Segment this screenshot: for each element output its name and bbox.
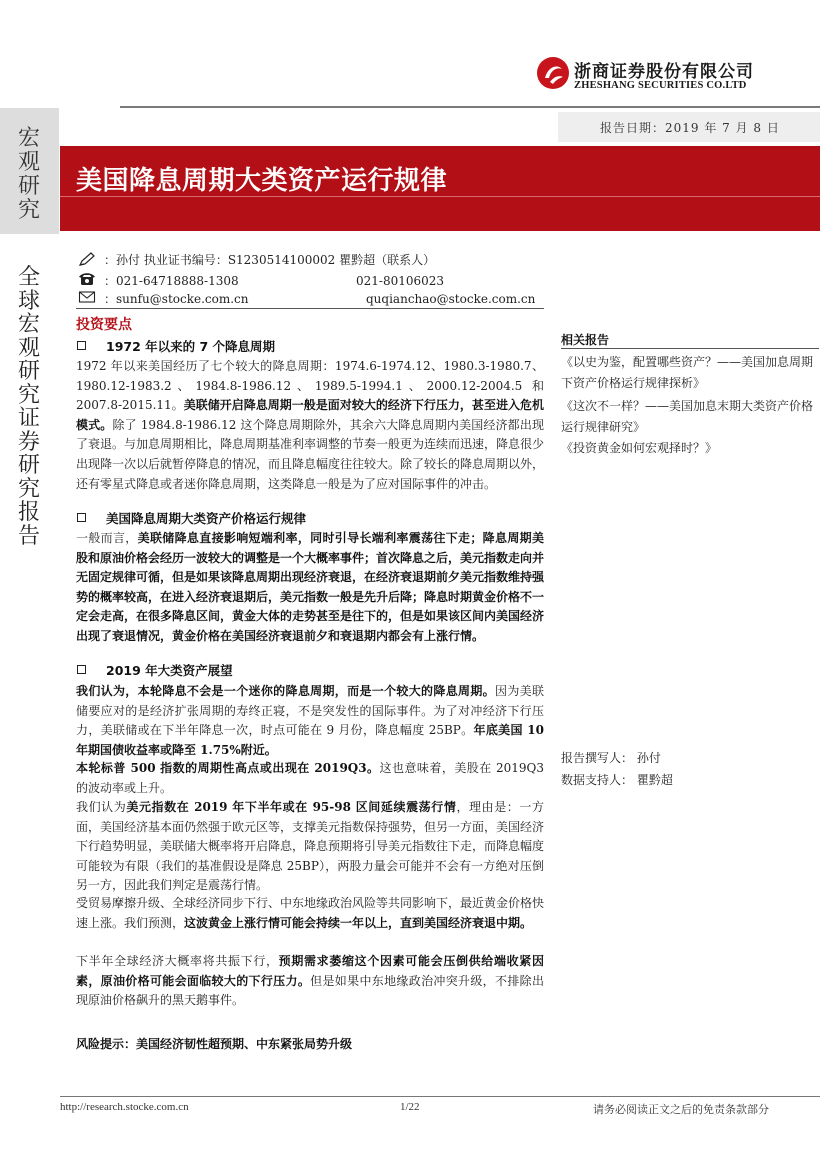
company-name-en: ZHESHANG SECURITIES CO.LTD <box>574 80 747 91</box>
page-title: 美国降息周期大类资产运行规律 <box>76 166 448 196</box>
section-1-paragraph: 1972 年以来美国经历了七个较大的降息周期：1974.6-1974.12、1980.3-1980.7、1980.12-1983.2、1984.8-1986.12、1989.5-1994.1、2000.12-2004.5 和 2007.8-2015.11。美联储开启降息周期一般是面对较大的经济下行压力，甚至进入危机模式。除了 1984.8-1986.12 这个降息周期除外，其余六大降息周期内美国经济都出现了衰退。与加息周期相比，降息周期基准利率调整的节奏一般更为连续而迅速，降息很少出现降一次以后就暂停降息的情况，而且降息幅度往往较大。除了较长的降息周期以外，还有零星式降息或者迷你降息周期，这类降息一般是为了应对国际事件的冲击。 <box>76 359 545 491</box>
header-rule <box>120 106 820 108</box>
author-line: ：孙付 执业证书编号：S1230514100002 瞿黔超（联系人） <box>104 253 436 267</box>
mail-icon <box>78 290 96 304</box>
section-3-paragraph-2: 本轮标普 500 指数的周期性高点或出现在 2019Q3。这也意味着，美股在 2019Q3 的波动率或上升。 <box>76 761 544 795</box>
author-phone-2: 021-80106023 <box>356 274 445 288</box>
footer-disclaimer: 请务必阅读正文之后的免责条款部分 <box>593 1103 769 1116</box>
section-2-paragraph: 一般而言，美联储降息直接影响短端利率，同时引导长端利率震荡往下走；降息周期美股和原油价格会经历一波较大的调整是一个大概率事件；首次降息之后，美元指数走向并无固定规律可循，但是如果该降息周期出现经济衰退，在经济衰退期前夕美元指数维持强势的概率较高，在进入经济衰退期后，美元指数一般是先升后降；降息时期黄金价格不一定会走高，在很多降息区间，黄金大体的走势甚至是往下的，但是如果该区间内美国经济出现了衰退情况，黄金价格在美国经济衰退前夕和衰退期内都会有上涨行情。 <box>76 531 545 643</box>
data-support: 数据支持人： 瞿黔超 <box>561 773 673 787</box>
footer-rule <box>60 1096 820 1097</box>
author-email-2[interactable]: quqianchao@stocke.com.cn <box>366 292 536 306</box>
bullet-box-icon <box>77 665 86 674</box>
bullet-box-icon <box>77 513 86 522</box>
related-reports-heading: 相关报告 <box>561 333 610 347</box>
related-report-item[interactable]: 《以史为鉴，配置哪些资产？——美国加息周期下资产价格运行规律探析》 <box>561 355 814 390</box>
company-logo-icon <box>536 56 570 90</box>
phone-icon <box>78 272 96 286</box>
risk-warning: 风险提示：美国经济韧性超预期、中东紧张局势升级 <box>76 1037 353 1051</box>
section-2-heading: 美国降息周期大类资产价格运行规律 <box>106 511 307 526</box>
report-writer: 报告撰写人： 孙付 <box>561 751 661 765</box>
section-1-heading: 1972 年以来的 7 个降息周期 <box>106 339 276 354</box>
bullet-box-icon <box>77 341 86 350</box>
section-3-paragraph-4: 受贸易摩擦升级、全球经济同步下行、中东地缘政治风险等共同影响下，最近黄金价格快速上涨。我们预测，这波黄金上涨行情可能会持续一年以上，直到美国经济衰退中期。 <box>76 896 545 930</box>
section-title: 投资要点 <box>76 317 132 333</box>
section-3-paragraph-1: 我们认为，本轮降息不会是一个迷你的降息周期，而是一个较大的降息周期。因为美联储要应对的是经济扩张周期的寿终正寝，不是突发性的国际事件。为了对冲经济下行压力，美联储或在下半年降息一次，时点可能在 9 月份，降息幅度 25BP。年底美国 10 年期国债收益率或降至 1.75%附近。 <box>76 684 544 757</box>
page-number: 1/22 <box>400 1101 420 1113</box>
author-phone-1: ：021-64718888-1308 <box>104 274 239 288</box>
related-report-item[interactable]: 《投资黄金如何宏观择时？》 <box>561 441 718 455</box>
authors-rule <box>76 308 544 309</box>
sidebar-category: 宏观研究 <box>17 126 40 223</box>
section-3-paragraph-5: 下半年全球经济大概率将共振下行，预期需求萎缩这个因素可能会压倒供给端收紧因素，原油价格可能会面临较大的下行压力。但是如果中东地缘政治冲突升级，不排除出现原油价格飙升的黑天鹅事件。 <box>76 954 544 1008</box>
related-reports-rule <box>561 348 819 349</box>
company-name-cn: 浙商证券股份有限公司 <box>574 62 754 82</box>
related-report-item[interactable]: 《这次不一样？——美国加息末期大类资产价格运行规律研究》 <box>561 399 814 434</box>
author-email-1[interactable]: ：sunfu@stocke.com.cn <box>104 292 249 306</box>
footer-url[interactable]: http://research.stocke.com.cn <box>60 1101 189 1113</box>
section-3-paragraph-3: 我们认为美元指数在 2019 年下半年或在 95-98 区间延续震荡行情，理由是：一方面，美国经济基本面仍然强于欧元区等，支撑美元指数保持强势，但另一方面，美国经济下行趋势明显，美联储大概率将开启降息，降息预期将引导美元指数往下走，而降息幅度可能较为有限（我们的基准假设是降息 25BP），两股力量会可能并不会有一方绝对压倒另一方，因此我们判定是震荡行情。 <box>76 800 545 893</box>
pen-icon <box>78 252 96 266</box>
sidebar-report-type: 全球宏观研究证券研究报告 <box>17 265 40 549</box>
section-3-heading: 2019 年大类资产展望 <box>106 663 233 678</box>
report-date: 报告日期：2019 年 7 月 8 日 <box>600 121 780 135</box>
